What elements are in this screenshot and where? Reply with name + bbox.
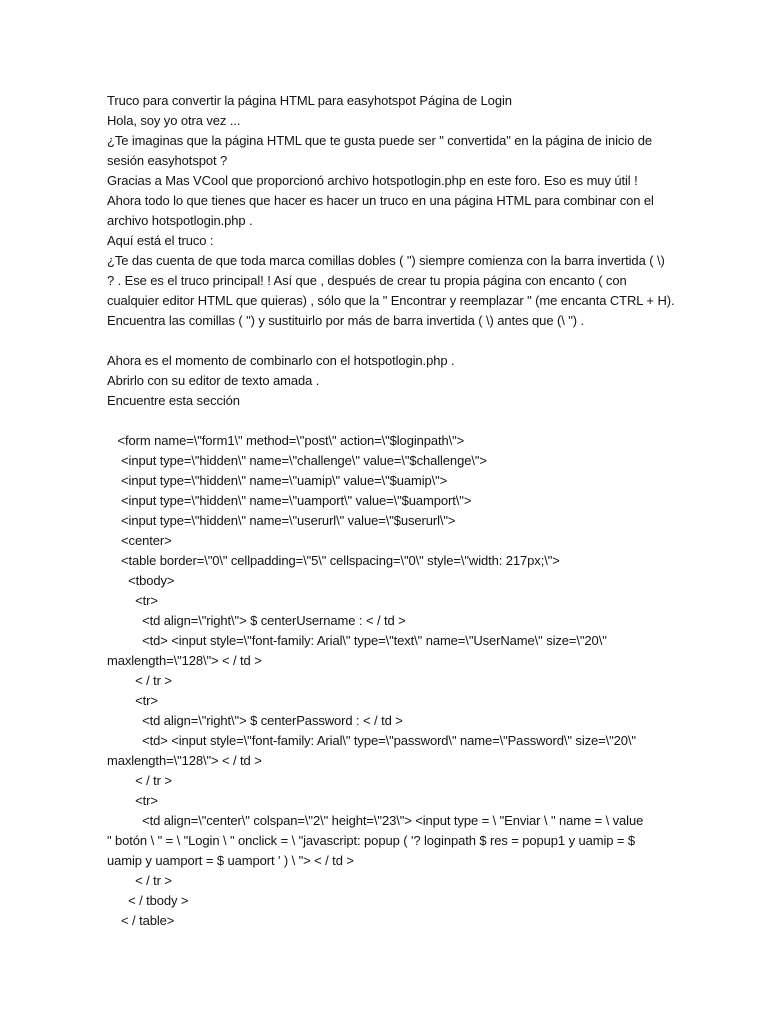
code-line: <td> <input style=\"font-family: Arial\" type=\"password\" name=\"Password\" size=\"20\" [107, 733, 636, 748]
text-line: ¿Te das cuenta de que toda marca comillas dobles ( ") siempre comienza con la barra invertida ( \) [107, 253, 665, 268]
code-line: < / tr > [107, 773, 172, 788]
code-line: <tr> [107, 693, 158, 708]
text-line: Encuentre esta sección [107, 393, 240, 408]
code-line: <tbody> [107, 573, 175, 588]
code-line: <input type=\"hidden\" name=\"userurl\" value=\"$userurl\"> [107, 513, 456, 528]
code-line: <form name=\"form1\" method=\"post\" action=\"$loginpath\"> [107, 433, 465, 448]
code-line: < / tr > [107, 673, 172, 688]
text-line: sesión easyhotspot ? [107, 153, 228, 168]
code-line: <td> <input style=\"font-family: Arial\" type=\"text\" name=\"UserName\" size=\"20\" [107, 633, 607, 648]
code-line: <td align=\"right\"> $ centerPassword : < / td > [107, 713, 403, 728]
text-line: Encuentra las comillas ( ") y sustituirlo por más de barra invertida ( \) antes que (\ ") . [107, 313, 584, 328]
code-line: <table border=\"0\" cellpadding=\"5\" cellspacing=\"0\" style=\"width: 217px;\"> [107, 553, 560, 568]
text-line: Ahora todo lo que tienes que hacer es hacer un truco en una página HTML para combinar con el [107, 193, 654, 208]
code-line: <tr> [107, 793, 158, 808]
text-line: cualquier editor HTML que quieras) , sólo que la " Encontrar y reemplazar " (me encanta CTRL + H). [107, 293, 675, 308]
document-title: Truco para convertir la página HTML para easyhotspot Página de Login [107, 93, 512, 108]
code-line: <td align=\"right\"> $ centerUsername : < / td > [107, 613, 406, 628]
code-line: <input type=\"hidden\" name=\"challenge\" value=\"$challenge\"> [107, 453, 487, 468]
code-line: < / tr > [107, 873, 172, 888]
text-line: Aquí está el truco : [107, 233, 214, 248]
text-line: Gracias a Mas VCool que proporcionó archivo hotspotlogin.php en este foro. Eso es muy útil ! [107, 173, 638, 188]
document-body [107, 91, 675, 931]
text-line: Hola, soy yo otra vez ... [107, 113, 241, 128]
code-line: uamip y uamport = $ uamport ' ) \ "> < / td > [107, 853, 354, 868]
code-line: <tr> [107, 593, 158, 608]
text-line: Ahora es el momento de combinarlo con el hotspotlogin.php . [107, 353, 455, 368]
code-line: maxlength=\"128\"> < / td > [107, 653, 262, 668]
paragraph-spacer [107, 331, 667, 351]
text-line: Abrirlo con su editor de texto amada . [107, 373, 320, 388]
code-line: <input type=\"hidden\" name=\"uamport\" value=\"$uamport\"> [107, 493, 472, 508]
code-line: <center> [107, 533, 172, 548]
code-line: <input type=\"hidden\" name=\"uamip\" value=\"$uamip\"> [107, 473, 448, 488]
code-line: maxlength=\"128\"> < / td > [107, 753, 262, 768]
text-line: ? . Ese es el truco principal! ! Así que , después de crear tu propia página con encanto ( con [107, 273, 627, 288]
code-line: < / table> [107, 913, 175, 928]
text-line: ¿Te imaginas que la página HTML que te gusta puede ser " convertida" en la página de inicio de [107, 133, 652, 148]
paragraph-spacer [107, 411, 667, 431]
text-line: archivo hotspotlogin.php . [107, 213, 253, 228]
code-line: < / tbody > [107, 893, 189, 908]
code-line: <td align=\"center\" colspan=\"2\" height=\"23\"> <input type = \ "Enviar \ " name = \ value [107, 813, 644, 828]
code-line: " botón \ " = \ "Login \ " onclick = \ "javascript: popup ( '? loginpath $ res = popup1 y uamip = $ [107, 833, 636, 848]
